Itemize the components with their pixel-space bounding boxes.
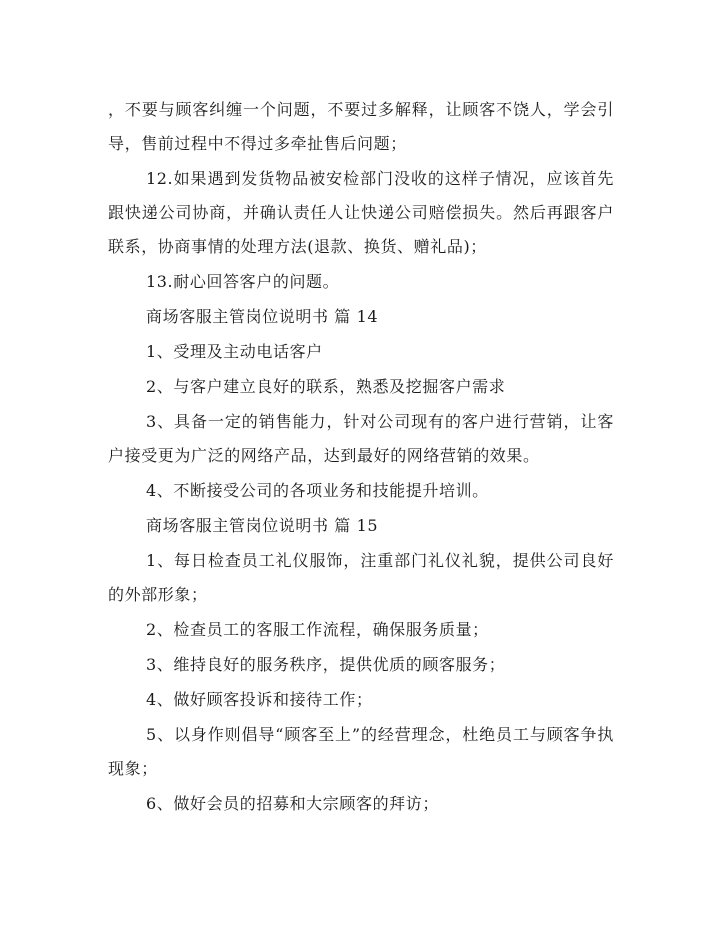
paragraph-continuation: ，不要与顾客纠缠一个问题，不要过多解释，让顾客不饶人，学会引导，售前过程中不得过多牵扯售后问题； <box>108 100 614 153</box>
list-item-15-4: 4、做好顾客投诉和接待工作； <box>146 690 373 709</box>
list-item-15-2: 2、检查员工的客服工作流程，确保服务质量； <box>146 620 489 639</box>
list-item-15-5: 5、以身作则倡导“顾客至上”的经营理念，杜绝员工与顾客争执现象； <box>108 725 614 778</box>
paragraph-item-13: 13.耐心回答客户的问题。 <box>146 272 340 291</box>
paragraph-item-12: 12.如果遇到发货物品被安检部门没收的这样子情况，应该首先跟快递公司协商，并确认责任人让快递公司赔偿损失。然后再跟客户联系，协商事情的处理方法(退款、换货、赠礼品)； <box>108 169 614 256</box>
list-item-15-3: 3、维持良好的服务秩序，提供优质的顾客服务； <box>146 655 506 674</box>
section-heading-14: 商场客服主管岗位说明书 篇 14 <box>146 307 379 326</box>
list-item-14-1: 1、受理及主动电话客户 <box>146 342 323 361</box>
list-item-15-6: 6、做好会员的招募和大宗顾客的拜访； <box>146 794 439 813</box>
list-item-15-1: 1、每日检查员工礼仪服饰，注重部门礼仪礼貌，提供公司良好的外部形象； <box>108 551 614 604</box>
document-body <box>108 93 614 822</box>
list-item-14-3: 3、具备一定的销售能力，针对公司现有的客户进行营销，让客户接受更为广泛的网络产品，达到最好的网络营销的效果。 <box>108 412 614 465</box>
list-item-14-4: 4、不断接受公司的各项业务和技能提升培训。 <box>146 481 489 500</box>
list-item-14-2: 2、与客户建立良好的联系，熟悉及挖掘客户需求 <box>146 377 506 396</box>
section-heading-15: 商场客服主管岗位说明书 篇 15 <box>146 516 379 535</box>
